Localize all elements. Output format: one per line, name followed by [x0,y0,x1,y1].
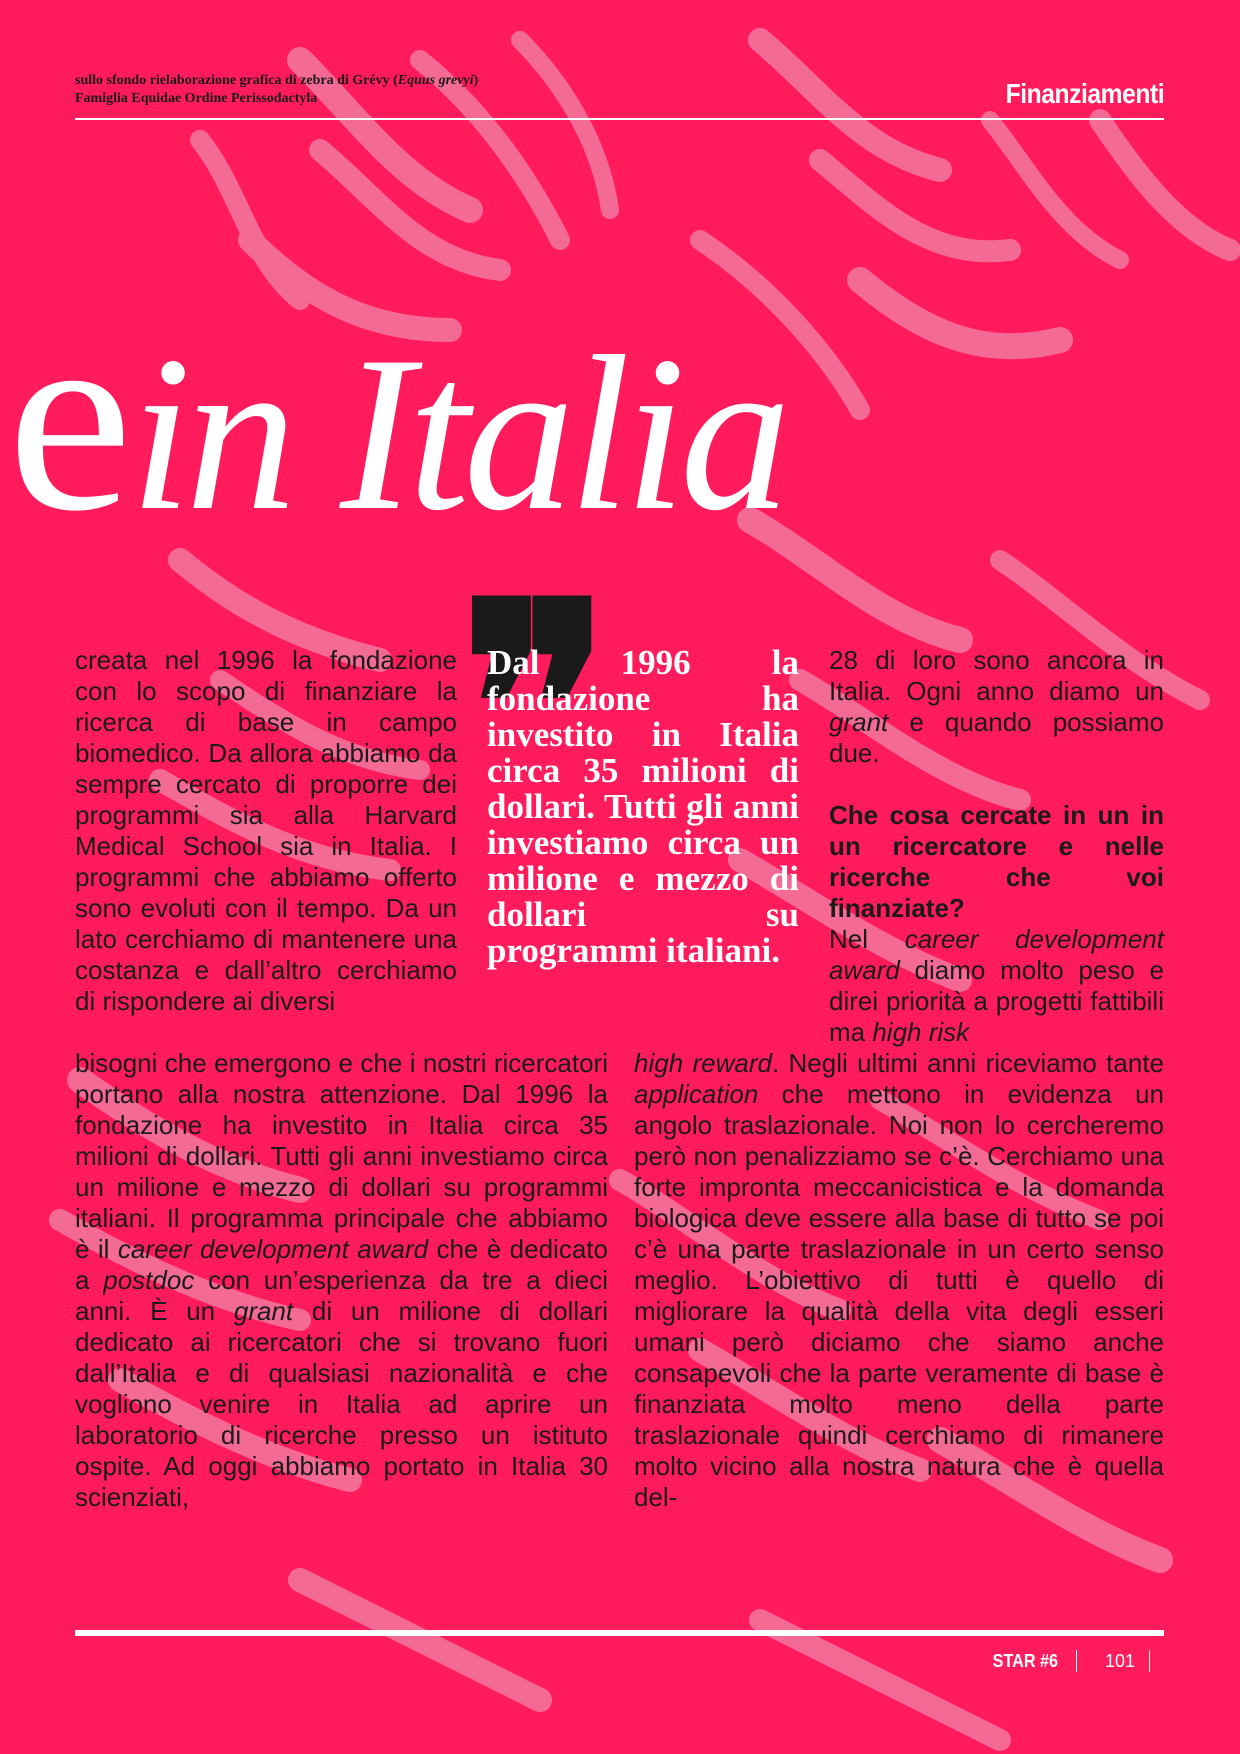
caption-line-1: sullo sfondo rielaborazione grafica di zebra di Grévy (Equus grevyi) [75,73,479,88]
article-title [7,268,785,567]
paragraph: 28 di loro sono ancora in Italia. Ogni anno diamo un grant e quando possiamo due. [829,645,1164,768]
page-number: 101 [1104,1650,1135,1671]
footer-separator [1076,1650,1077,1672]
interview-question: Che cosa cercate in un in un ricercatore e nelle ricerche che voi finanziate? [829,800,1164,923]
page-footer [989,1648,1164,1674]
pull-quote: Dal 1996 la fondazione ha investito in Italia circa 35 milioni di dollari. Tutti gli anni investiamo circa un milione e mezzo di dollari su programmi italiani. [487,643,799,970]
column-right-top [829,645,1164,1048]
paragraph: creata nel 1996 la fondazione con lo scopo di finanziare la ricerca di base in campo biomedico. Da allora abbiamo da sempre cercato di proporre dei programmi sia alla Harvard Medical School sia in Italia. I programmi che abbiamo offerto sono evoluti con il tempo. Da un lato cerchiamo di mantenere una costanza e dall’altro cerchiamo di rispondere ai diversi [75,645,457,1016]
paragraph: high reward. Negli ultimi anni riceviamo tante application che mettono in evidenza un angolo traslazionale. Noi non lo cercheremo però non penalizziamo se c’è. Cerchiamo una forte impronta meccanicistica e la domanda biologica deve essere alla base di tutto se poi c’è una parte traslazionale in un certo senso meglio. L’obiettivo di tutti è quello di migliorare la qualità della vita degli esseri umani però diciamo che siamo anche consapevoli che la parte veramente di base è finanziata molto meno della parte traslazionale quindi cerchiamo di rimanere molto vicino alla nostra natura che è quella del- [634,1048,1164,1512]
caption-line-2: Famiglia Equidae Ordine Perissodactyla [75,91,318,106]
magazine-issue: STAR #6 [992,1650,1059,1671]
quote-mark-icon: ❞ [460,554,571,865]
interview-answer: Nel career development award diamo molto peso e direi priorità a progetti fattibili ma high risk [829,924,1164,1047]
footer-separator [1149,1650,1150,1672]
footer-divider [75,1630,1164,1636]
header-divider [75,118,1164,120]
title-main: in Italia [129,311,785,557]
paragraph: bisogni che emergono e che i nostri ricercatori portano alla nostra attenzione. Dal 1996 la fondazione ha investito in Italia circa 35 milioni di dollari. Tutti gli anni investiamo circa un milione e mezzo di dollari su programmi italiani. Il programma principale che abbiamo è il career development award che è dedicato a postdoc con un’esperienza da tre a dieci anni. È un grant di un milione di dollari dedicato ai ricercatori che si trovano fuori dall’Italia e di qualsiasi nazionalità e che vogliono venire in Italia ad aprire un laboratorio di ricerche presso un istituto ospite. Ad oggi abbiamo portato in Italia 30 scienziati, [75,1048,609,1512]
background-caption [75,72,775,108]
column-right-bottom [634,1048,1164,1513]
column-left-bottom [75,1048,608,1513]
title-fragment: e [7,268,133,567]
column-left-top [75,645,457,1017]
section-title: Finanziamenti [1005,78,1164,109]
